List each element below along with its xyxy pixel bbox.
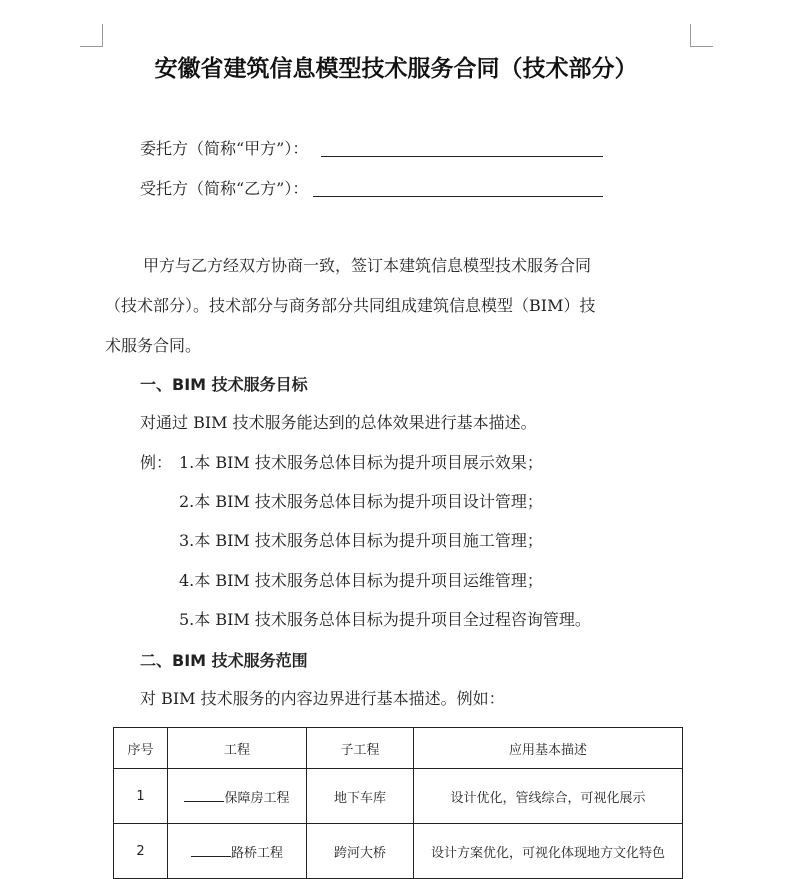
cell-project	[168, 769, 307, 824]
crop-mark-top-left	[80, 24, 103, 47]
party-a-label: 委托方（简称“甲方”）：	[140, 139, 309, 158]
document-title: 安徽省建筑信息模型技术服务合同（技术部分）	[154, 56, 638, 82]
cell-subproject: 地下车库	[307, 769, 414, 824]
cell-subproject: 跨河大桥	[307, 824, 414, 879]
project-blank[interactable]	[184, 789, 224, 802]
section-1-heading: 一、BIM 技术服务目标	[140, 375, 308, 394]
goal-item-1: 1.本 BIM 技术服务总体目标为提升项目展示效果；	[179, 453, 543, 472]
goal-item-5: 5.本 BIM 技术服务总体目标为提升项目全过程咨询管理。	[179, 610, 591, 629]
example-prefix: 例：	[140, 453, 173, 472]
table-row	[114, 824, 683, 879]
section-2-description: 对 BIM 技术服务的内容边界进行基本描述。例如：	[140, 689, 505, 708]
party-b-label: 受托方（简称“乙方”）：	[140, 179, 309, 198]
col-header-description: 应用基本描述	[414, 728, 683, 769]
goal-item-2: 2.本 BIM 技术服务总体目标为提升项目设计管理；	[179, 492, 543, 511]
intro-line-2: （技术部分）。技术部分与商务部分共同组成建筑信息模型（BIM）技	[105, 296, 596, 315]
party-b-blank[interactable]	[313, 182, 603, 197]
col-header-project: 工程	[168, 728, 307, 769]
cell-description: 设计优化，管线综合，可视化展示	[414, 769, 683, 824]
section-2-heading: 二、BIM 技术服务范围	[140, 651, 308, 670]
crop-mark-top-right	[690, 24, 713, 47]
table-row	[114, 769, 683, 824]
col-header-no: 序号	[114, 728, 168, 769]
project-blank[interactable]	[191, 844, 231, 857]
intro-line-1: 甲方与乙方经双方协商一致，签订本建筑信息模型技术服务合同	[143, 256, 592, 275]
intro-line-3: 术服务合同。	[105, 336, 202, 355]
cell-no: 1	[114, 769, 168, 824]
cell-description: 设计方案优化，可视化体现地方文化特色	[414, 824, 683, 879]
section-1-description: 对通过 BIM 技术服务能达到的总体效果进行基本描述。	[140, 413, 537, 432]
cell-project-text: 路桥工程	[230, 845, 283, 861]
scope-table	[113, 727, 683, 879]
goal-item-3: 3.本 BIM 技术服务总体目标为提升项目施工管理；	[179, 531, 543, 550]
table-header-row	[114, 728, 683, 769]
party-b-row	[140, 176, 603, 199]
cell-no: 2	[114, 824, 168, 879]
cell-project	[168, 824, 307, 879]
col-header-subproject: 子工程	[307, 728, 414, 769]
cell-project-text: 保障房工程	[224, 790, 290, 806]
party-a-blank[interactable]	[321, 142, 603, 157]
goal-item-4: 4.本 BIM 技术服务总体目标为提升项目运维管理；	[179, 571, 543, 590]
party-a-row	[140, 136, 603, 159]
